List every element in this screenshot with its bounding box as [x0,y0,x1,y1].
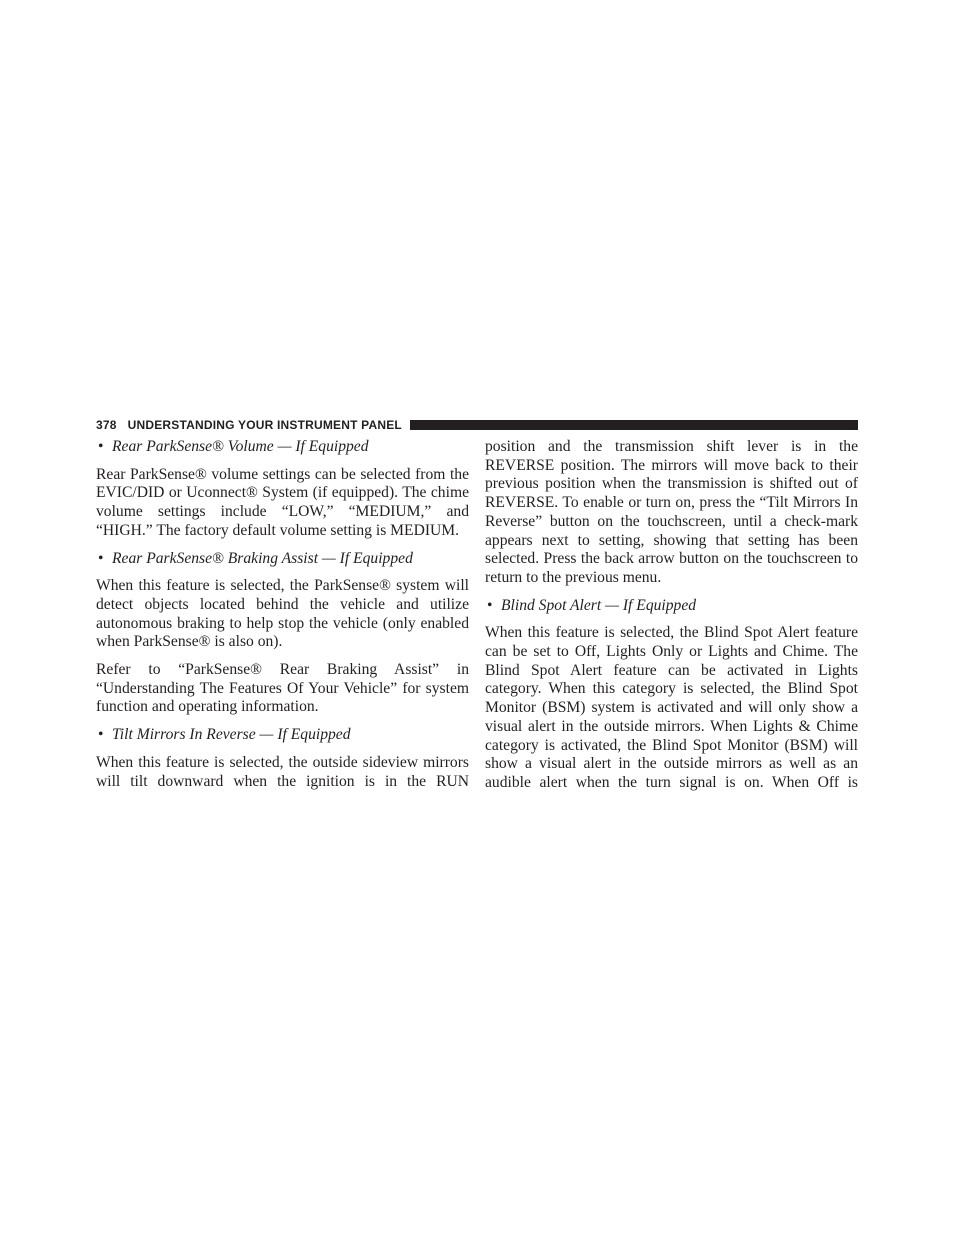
bullet-rear-parksense-volume [96,438,469,457]
bullet-icon: • [487,596,493,614]
bullet-icon: • [98,549,104,567]
page-number: 378 [96,418,117,432]
right-column [485,438,858,802]
bullet-heading: Rear ParkSense® Braking Assist — If Equipped [112,549,413,567]
bullet-heading: Tilt Mirrors In Reverse — If Equipped [112,726,351,744]
paragraph-volume: Rear ParkSense® volume settings can be selected from the EVIC/DID or Uconnect® System (if equipped). The chime volume settings include “LOW,” “MEDIUM,” and “HIGH.” The factory default volume setting is MEDIUM. [96,465,469,539]
paragraph-blind-spot-alert: When this feature is selected, the Blind Spot Alert feature can be set to Off, Lights Only or Lights and Chime. The Blind Spot Alert feature can be activated in Lights category. When this category is selected, the Blind Spot Monitor (BSM) system is activated and will only show a visual alert in the outside mirrors. When Lights & Chime category is activated, the Blind Spot Monitor (BSM) will show a visual alert in the outside mirrors as well as an audible alert when the turn signal is on. When Off is [485,624,858,791]
page-header [96,417,858,433]
bullet-heading: Blind Spot Alert — If Equipped [501,596,697,614]
bullet-icon: • [98,438,104,455]
bullet-tilt-mirrors [96,726,469,745]
paragraph-tilt-mirrors: When this feature is selected, the outside sideview mirrors will tilt downward when the ignition is in the RUN [96,753,469,790]
bullet-icon: • [98,726,104,744]
paragraph-braking-assist: When this feature is selected, the ParkSense® system will detect objects located behind the vehicle and utilize autonomous braking to help stop the vehicle (only enabled when ParkSense® is also on). [96,577,469,651]
bullet-heading: Rear ParkSense® Volume — If Equipped [112,438,369,455]
paragraph-tilt-mirrors-continued: position and the transmission shift lever is in the REVERSE position. The mirrors will move back to their previous position when the transmission is shifted out of REVERSE. To enable or turn on, press the “Tilt Mirrors In Reverse” button on the touchscreen, until a check-mark appears next to setting, showing that setting has been selected. Press the back arrow button on the touchscreen to return to the previous menu. [485,438,858,586]
paragraph-refer: Refer to “ParkSense® Rear Braking Assist” in “Understanding The Features Of Your Vehicle” for system function and operating information. [96,661,469,716]
left-column [96,438,469,800]
bullet-blind-spot-alert [485,597,858,616]
header-rule [410,420,858,430]
bullet-rear-parksense-braking-assist [96,550,469,569]
section-title: UNDERSTANDING YOUR INSTRUMENT PANEL [127,418,402,432]
